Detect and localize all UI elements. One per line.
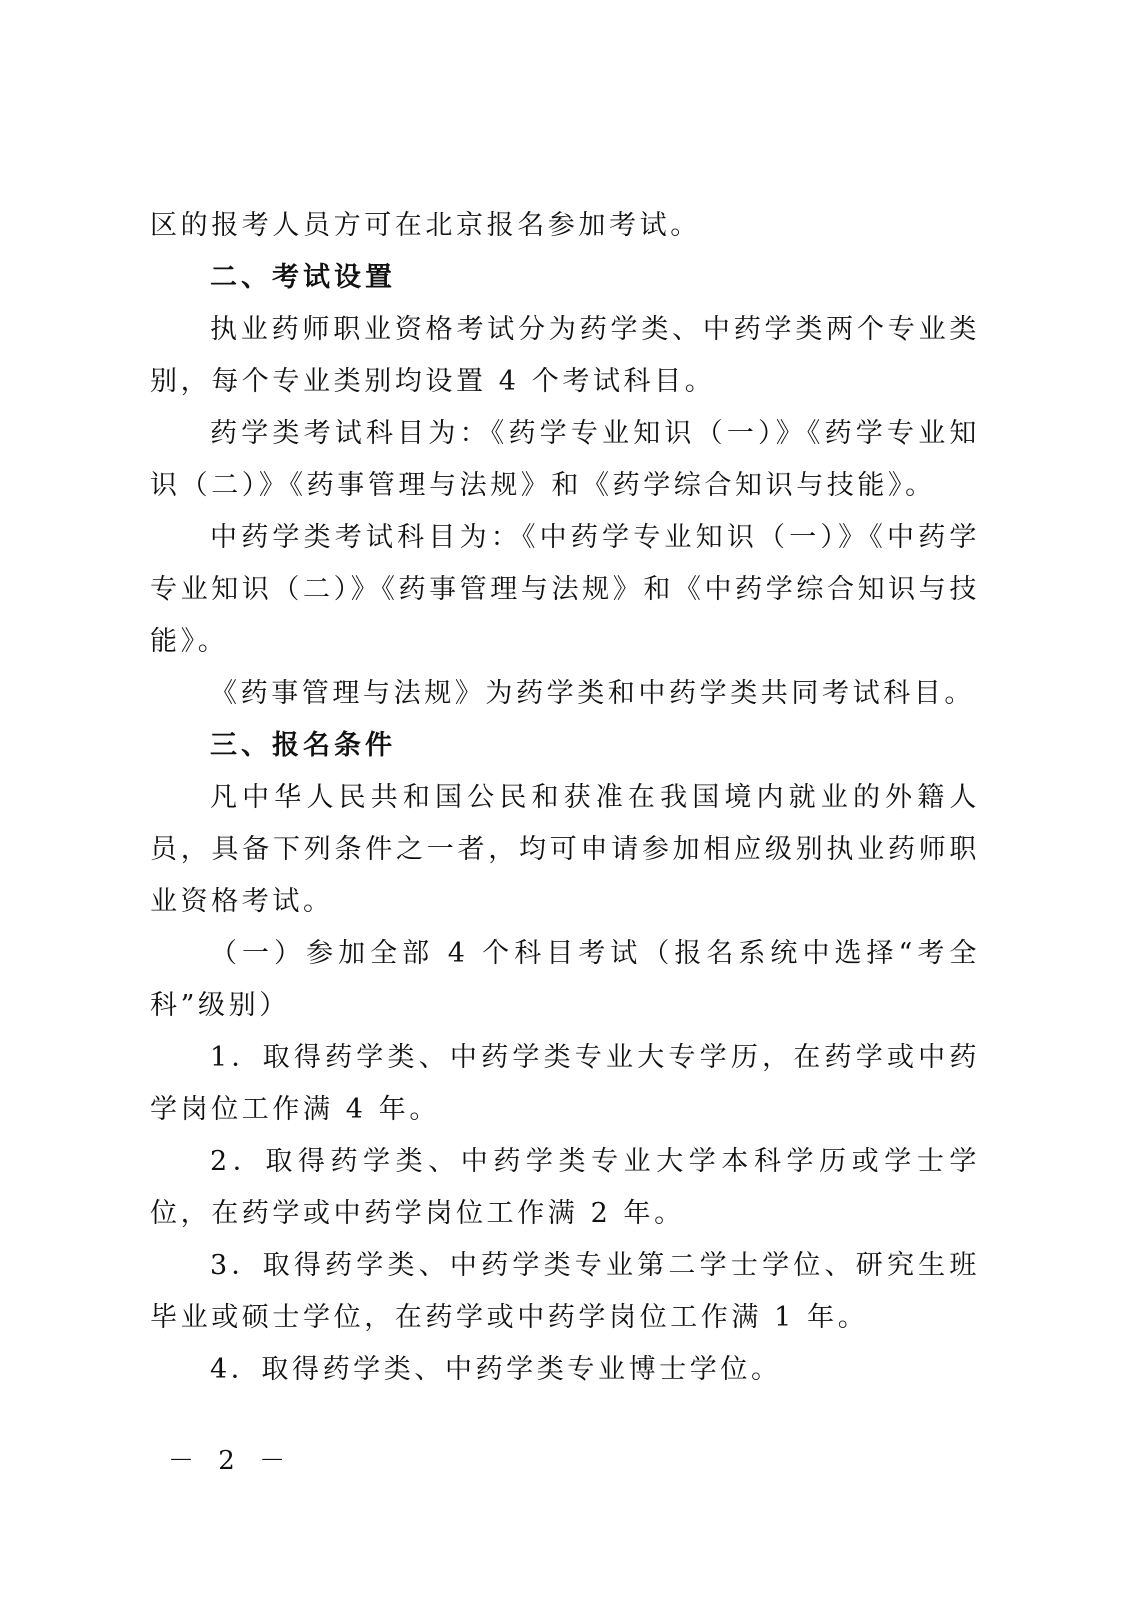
paragraph-exam-categories: 执业药师职业资格考试分为药学类、中药学类两个专业类别，每个专业类别均设置 4 个考试科目。 xyxy=(150,314,980,397)
section-heading-exam-setup: 二、考试设置 xyxy=(210,262,396,293)
list-item-condition-1: 1．取得药学类、中药学类专业大专学历，在药学或中药学岗位工作满 4 年。 xyxy=(150,1042,980,1125)
paragraph-eligibility-intro: 凡中华人民共和国公民和获准在我国境内就业的外籍人员，具备下列条件之一者，均可申请参加相应级别执业药师职业资格考试。 xyxy=(150,782,980,917)
list-item-condition-4: 4．取得药学类、中药学类专业博士学位。 xyxy=(210,1354,782,1385)
paragraph-pharmacy-subjects: 药学类考试科目为：《药学专业知识（一）》《药学专业知识（二）》《药事管理与法规》和《药学综合知识与技能》。 xyxy=(150,418,980,501)
list-item-condition-3: 3．取得药学类、中药学类专业第二学士学位、研究生班毕业或硕士学位，在药学或中药学岗位工作满 1 年。 xyxy=(150,1250,980,1333)
paragraph-continuation: 区的报考人员方可在北京报名参加考试。 xyxy=(150,210,701,241)
document-body xyxy=(150,200,980,1396)
page-number: － 2 － xyxy=(168,1446,294,1476)
paragraph-common-subject: 《药事管理与法规》为药学类和中药学类共同考试科目。 xyxy=(210,678,975,709)
paragraph-full-subjects-condition: （一）参加全部 4 个科目考试（报名系统中选择“考全科”级别） xyxy=(150,938,980,1021)
list-item-condition-2: 2．取得药学类、中药学类专业大学本科学历或学士学位，在药学或中药学岗位工作满 2 年。 xyxy=(150,1146,980,1229)
paragraph-tcm-subjects: 中药学类考试科目为：《中药学专业知识（一）》《中药学专业知识（二）》《药事管理与法规》和《中药学综合知识与技能》。 xyxy=(150,522,980,657)
section-heading-eligibility: 三、报名条件 xyxy=(210,730,396,761)
